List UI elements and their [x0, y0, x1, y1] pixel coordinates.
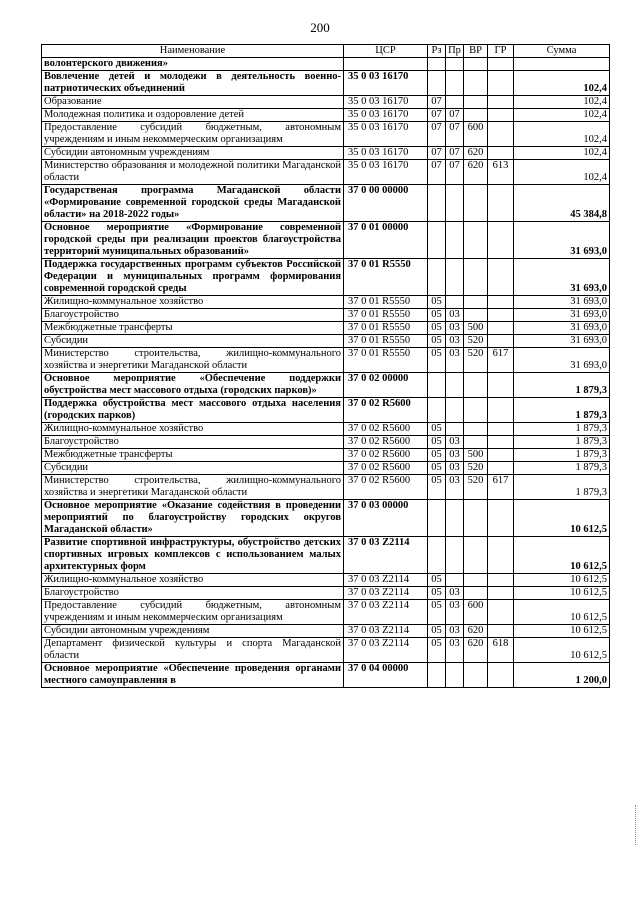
- cell-vr: 520: [464, 348, 488, 373]
- cell-csr: 35 0 03 16170: [344, 71, 428, 96]
- table-row: [42, 537, 610, 574]
- cell-gr: [488, 500, 514, 537]
- cell-vr: [464, 109, 488, 122]
- cell-vr: [464, 58, 488, 71]
- cell-gr: [488, 462, 514, 475]
- budget-table: [41, 44, 610, 688]
- cell-rz: 05: [428, 348, 446, 373]
- cell-vr: 600: [464, 122, 488, 147]
- cell-sum: 10 612,5: [514, 574, 610, 587]
- cell-name: Развитие спортивной инфраструктуры, обустройство детских спортивных игровых комплексов с использованием малых архитектурных форм: [42, 537, 344, 574]
- cell-csr: 37 0 01 00000: [344, 222, 428, 259]
- cell-name: Министерство строительства, жилищно-коммунального хозяйства и энергетики Магаданской области: [42, 475, 344, 500]
- cell-pr: [446, 373, 464, 398]
- cell-csr: 37 0 03 Z2114: [344, 600, 428, 625]
- cell-name: Субсидии автономным учреждениям: [42, 147, 344, 160]
- column-header-sum: Сумма: [514, 45, 610, 58]
- cell-csr: [344, 58, 428, 71]
- column-header-gr: ГР: [488, 45, 514, 58]
- cell-rz: 05: [428, 587, 446, 600]
- cell-sum: 31 693,0: [514, 309, 610, 322]
- cell-name: Поддержка государственных программ субъектов Российской Федерации и муниципальных программ формирования современной городской среды: [42, 259, 344, 296]
- cell-vr: 500: [464, 449, 488, 462]
- cell-gr: [488, 222, 514, 259]
- cell-rz: 05: [428, 296, 446, 309]
- cell-csr: 37 0 03 Z2114: [344, 574, 428, 587]
- cell-csr: 37 0 02 R5600: [344, 462, 428, 475]
- cell-sum: 31 693,0: [514, 259, 610, 296]
- table-header: [42, 45, 610, 58]
- cell-csr: 37 0 03 Z2114: [344, 537, 428, 574]
- cell-name: Субсидии: [42, 335, 344, 348]
- cell-gr: [488, 663, 514, 688]
- page-number: 200: [310, 20, 330, 35]
- cell-name: Основное мероприятие «Обеспечение поддержки обустройства мест массового отдыха (городских парков)»: [42, 373, 344, 398]
- cell-csr: 37 0 02 00000: [344, 373, 428, 398]
- table-row: [42, 625, 610, 638]
- table-row: [42, 373, 610, 398]
- table-row: [42, 58, 610, 71]
- cell-sum: 1 879,3: [514, 398, 610, 423]
- cell-sum: 102,4: [514, 109, 610, 122]
- cell-rz: [428, 398, 446, 423]
- cell-pr: 03: [446, 600, 464, 625]
- cell-pr: 03: [446, 638, 464, 663]
- cell-gr: [488, 537, 514, 574]
- table-row: [42, 663, 610, 688]
- cell-pr: 07: [446, 122, 464, 147]
- cell-sum: 102,4: [514, 147, 610, 160]
- cell-name: Жилищно-коммунальное хозяйство: [42, 574, 344, 587]
- cell-rz: 05: [428, 574, 446, 587]
- cell-pr: 03: [446, 625, 464, 638]
- cell-vr: [464, 398, 488, 423]
- cell-vr: [464, 500, 488, 537]
- cell-vr: 620: [464, 638, 488, 663]
- cell-rz: 05: [428, 335, 446, 348]
- table-row: [42, 309, 610, 322]
- cell-vr: [464, 537, 488, 574]
- cell-rz: 05: [428, 625, 446, 638]
- table-row: [42, 475, 610, 500]
- cell-vr: [464, 436, 488, 449]
- cell-sum: 10 612,5: [514, 625, 610, 638]
- cell-rz: [428, 537, 446, 574]
- table-row: [42, 436, 610, 449]
- cell-csr: 37 0 02 R5600: [344, 423, 428, 436]
- cell-rz: [428, 58, 446, 71]
- table-row: [42, 638, 610, 663]
- cell-gr: 618: [488, 638, 514, 663]
- cell-gr: [488, 122, 514, 147]
- cell-pr: [446, 398, 464, 423]
- cell-name: Основное мероприятие «Формирование современной городской среды при реализации проектов благоустройства территорий муниципальных образований»: [42, 222, 344, 259]
- cell-gr: [488, 587, 514, 600]
- cell-rz: 07: [428, 147, 446, 160]
- table-row: [42, 322, 610, 335]
- cell-csr: 37 0 02 R5600: [344, 475, 428, 500]
- cell-sum: 10 612,5: [514, 537, 610, 574]
- cell-vr: 500: [464, 322, 488, 335]
- table-row: [42, 449, 610, 462]
- table-row: [42, 574, 610, 587]
- cell-vr: 520: [464, 475, 488, 500]
- cell-sum: 45 384,8: [514, 185, 610, 222]
- cell-rz: 05: [428, 423, 446, 436]
- cell-vr: [464, 587, 488, 600]
- cell-gr: [488, 449, 514, 462]
- cell-gr: [488, 296, 514, 309]
- cell-vr: [464, 71, 488, 96]
- cell-rz: 07: [428, 109, 446, 122]
- cell-vr: [464, 185, 488, 222]
- cell-rz: [428, 663, 446, 688]
- table-row: [42, 160, 610, 185]
- cell-rz: 05: [428, 600, 446, 625]
- cell-rz: 05: [428, 462, 446, 475]
- cell-csr: 37 0 01 R5550: [344, 348, 428, 373]
- cell-gr: [488, 335, 514, 348]
- cell-pr: 07: [446, 160, 464, 185]
- cell-sum: 1 879,3: [514, 373, 610, 398]
- cell-pr: 03: [446, 322, 464, 335]
- cell-vr: [464, 373, 488, 398]
- cell-pr: [446, 296, 464, 309]
- cell-sum: 102,4: [514, 122, 610, 147]
- cell-name: Основное мероприятие «Оказание содействия в проведении мероприятий по благоустройству городских округов Магаданской области»: [42, 500, 344, 537]
- cell-gr: [488, 259, 514, 296]
- cell-name: Благоустройство: [42, 436, 344, 449]
- table-row: [42, 423, 610, 436]
- cell-vr: [464, 663, 488, 688]
- cell-gr: [488, 58, 514, 71]
- table-row: [42, 259, 610, 296]
- column-header-rz: Рз: [428, 45, 446, 58]
- cell-pr: [446, 663, 464, 688]
- cell-vr: [464, 309, 488, 322]
- cell-rz: 07: [428, 96, 446, 109]
- table-row: [42, 147, 610, 160]
- cell-csr: 37 0 03 Z2114: [344, 638, 428, 663]
- cell-pr: 03: [446, 462, 464, 475]
- cell-vr: 600: [464, 600, 488, 625]
- table-row: [42, 96, 610, 109]
- cell-sum: 102,4: [514, 96, 610, 109]
- cell-vr: [464, 222, 488, 259]
- cell-gr: [488, 600, 514, 625]
- cell-vr: 620: [464, 160, 488, 185]
- cell-rz: [428, 185, 446, 222]
- cell-name: Благоустройство: [42, 587, 344, 600]
- cell-name: Основное мероприятие «Обеспечение проведения органами местного самоуправления в: [42, 663, 344, 688]
- cell-csr: 35 0 03 16170: [344, 147, 428, 160]
- cell-csr: 37 0 01 R5550: [344, 296, 428, 309]
- cell-csr: 37 0 02 R5600: [344, 436, 428, 449]
- cell-csr: 35 0 03 16170: [344, 160, 428, 185]
- cell-vr: [464, 96, 488, 109]
- cell-vr: 520: [464, 335, 488, 348]
- cell-csr: 37 0 01 R5550: [344, 259, 428, 296]
- cell-pr: 03: [446, 436, 464, 449]
- cell-sum: 102,4: [514, 71, 610, 96]
- table-row: [42, 71, 610, 96]
- cell-csr: 37 0 02 R5600: [344, 398, 428, 423]
- cell-pr: 07: [446, 109, 464, 122]
- table-row: [42, 462, 610, 475]
- cell-sum: 31 693,0: [514, 322, 610, 335]
- cell-gr: [488, 423, 514, 436]
- cell-pr: [446, 259, 464, 296]
- cell-name: Субсидии: [42, 462, 344, 475]
- cell-name: Министерство образования и молодежной политики Магаданской области: [42, 160, 344, 185]
- cell-vr: 620: [464, 147, 488, 160]
- cell-name: Департамент физической культуры и спорта Магаданской области: [42, 638, 344, 663]
- cell-gr: [488, 322, 514, 335]
- cell-vr: [464, 296, 488, 309]
- cell-vr: [464, 574, 488, 587]
- cell-gr: 613: [488, 160, 514, 185]
- cell-sum: 1 879,3: [514, 423, 610, 436]
- cell-name: Государственая программа Магаданской области «Формирование современной городской среды Магаданской области» на 2018-2022 годы»: [42, 185, 344, 222]
- cell-rz: 05: [428, 322, 446, 335]
- cell-sum: 1 879,3: [514, 462, 610, 475]
- cell-rz: [428, 71, 446, 96]
- cell-sum: [514, 58, 610, 71]
- cell-sum: 31 693,0: [514, 348, 610, 373]
- cell-name: Межбюджетные трансферты: [42, 322, 344, 335]
- cell-rz: 05: [428, 436, 446, 449]
- cell-sum: 1 879,3: [514, 449, 610, 462]
- cell-pr: [446, 71, 464, 96]
- cell-csr: 35 0 03 16170: [344, 96, 428, 109]
- cell-pr: [446, 222, 464, 259]
- cell-sum: 1 879,3: [514, 475, 610, 500]
- table-row: [42, 587, 610, 600]
- table-row: [42, 398, 610, 423]
- cell-name: Поддержка обустройства мест массового отдыха населения (городских парков): [42, 398, 344, 423]
- cell-gr: [488, 147, 514, 160]
- cell-pr: [446, 423, 464, 436]
- cell-pr: 03: [446, 309, 464, 322]
- cell-pr: [446, 574, 464, 587]
- cell-gr: [488, 574, 514, 587]
- cell-gr: [488, 398, 514, 423]
- cell-rz: [428, 259, 446, 296]
- cell-gr: [488, 96, 514, 109]
- cell-csr: 37 0 01 R5550: [344, 335, 428, 348]
- column-header-pr: Пр: [446, 45, 464, 58]
- cell-name: Предоставление субсидий бюджетным, автономным учреждениям и иным некоммерческим организациям: [42, 600, 344, 625]
- cell-vr: 520: [464, 462, 488, 475]
- cell-pr: [446, 537, 464, 574]
- cell-sum: 10 612,5: [514, 638, 610, 663]
- column-header-name: Наименование: [42, 45, 344, 58]
- cell-gr: [488, 436, 514, 449]
- cell-sum: 102,4: [514, 160, 610, 185]
- cell-rz: 07: [428, 160, 446, 185]
- cell-pr: [446, 96, 464, 109]
- cell-name: Межбюджетные трансферты: [42, 449, 344, 462]
- cell-sum: 31 693,0: [514, 335, 610, 348]
- cell-name: Субсидии автономным учреждениям: [42, 625, 344, 638]
- cell-sum: 1 879,3: [514, 436, 610, 449]
- cell-pr: 03: [446, 587, 464, 600]
- table-body: [42, 58, 610, 688]
- cell-name: Благоустройство: [42, 309, 344, 322]
- cell-name: Жилищно-коммунальное хозяйство: [42, 296, 344, 309]
- table-row: [42, 500, 610, 537]
- cell-csr: 37 0 02 R5600: [344, 449, 428, 462]
- cell-sum: 10 612,5: [514, 500, 610, 537]
- cell-csr: 37 0 00 00000: [344, 185, 428, 222]
- table-row: [42, 348, 610, 373]
- cell-csr: 37 0 01 R5550: [344, 322, 428, 335]
- cell-name: Вовлечение детей и молодежи в деятельность военно-патриотических объединений: [42, 71, 344, 96]
- cell-csr: 37 0 03 00000: [344, 500, 428, 537]
- cell-name: волонтерского движения»: [42, 58, 344, 71]
- cell-csr: 37 0 04 00000: [344, 663, 428, 688]
- cell-rz: 07: [428, 122, 446, 147]
- cell-rz: [428, 373, 446, 398]
- cell-sum: 31 693,0: [514, 222, 610, 259]
- cell-csr: 37 0 01 R5550: [344, 309, 428, 322]
- cell-sum: 10 612,5: [514, 600, 610, 625]
- table-row: [42, 109, 610, 122]
- cell-rz: [428, 500, 446, 537]
- cell-name: Министерство строительства, жилищно-коммунального хозяйства и энергетики Магаданской области: [42, 348, 344, 373]
- cell-name: Образование: [42, 96, 344, 109]
- table-row: [42, 335, 610, 348]
- cell-pr: 03: [446, 449, 464, 462]
- cell-name: Жилищно-коммунальное хозяйство: [42, 423, 344, 436]
- cell-vr: [464, 423, 488, 436]
- cell-rz: 05: [428, 638, 446, 663]
- cell-gr: [488, 109, 514, 122]
- cell-csr: 35 0 03 16170: [344, 122, 428, 147]
- cell-name: Молодежная политика и оздоровление детей: [42, 109, 344, 122]
- cell-sum: 31 693,0: [514, 296, 610, 309]
- column-header-vr: ВР: [464, 45, 488, 58]
- cell-csr: 35 0 03 16170: [344, 109, 428, 122]
- table-row: [42, 185, 610, 222]
- table-row: [42, 600, 610, 625]
- cell-sum: 10 612,5: [514, 587, 610, 600]
- cell-csr: 37 0 03 Z2114: [344, 587, 428, 600]
- column-header-csr: ЦСР: [344, 45, 428, 58]
- cell-gr: [488, 309, 514, 322]
- cell-rz: [428, 222, 446, 259]
- cell-name: Предоставление субсидий бюджетным, автономным учреждениям и иным некоммерческим организациям: [42, 122, 344, 147]
- table-row: [42, 222, 610, 259]
- cell-rz: 05: [428, 449, 446, 462]
- cell-pr: 03: [446, 335, 464, 348]
- cell-pr: [446, 500, 464, 537]
- scan-edge-mark: [635, 805, 638, 845]
- cell-gr: 617: [488, 348, 514, 373]
- cell-gr: 617: [488, 475, 514, 500]
- cell-vr: [464, 259, 488, 296]
- table-row: [42, 296, 610, 309]
- cell-rz: 05: [428, 475, 446, 500]
- cell-pr: [446, 58, 464, 71]
- cell-gr: [488, 71, 514, 96]
- cell-gr: [488, 373, 514, 398]
- cell-csr: 37 0 03 Z2114: [344, 625, 428, 638]
- cell-vr: 620: [464, 625, 488, 638]
- cell-pr: [446, 185, 464, 222]
- cell-gr: [488, 185, 514, 222]
- table-row: [42, 122, 610, 147]
- cell-pr: 03: [446, 475, 464, 500]
- cell-rz: 05: [428, 309, 446, 322]
- cell-gr: [488, 625, 514, 638]
- cell-sum: 1 200,0: [514, 663, 610, 688]
- cell-pr: 07: [446, 147, 464, 160]
- cell-pr: 03: [446, 348, 464, 373]
